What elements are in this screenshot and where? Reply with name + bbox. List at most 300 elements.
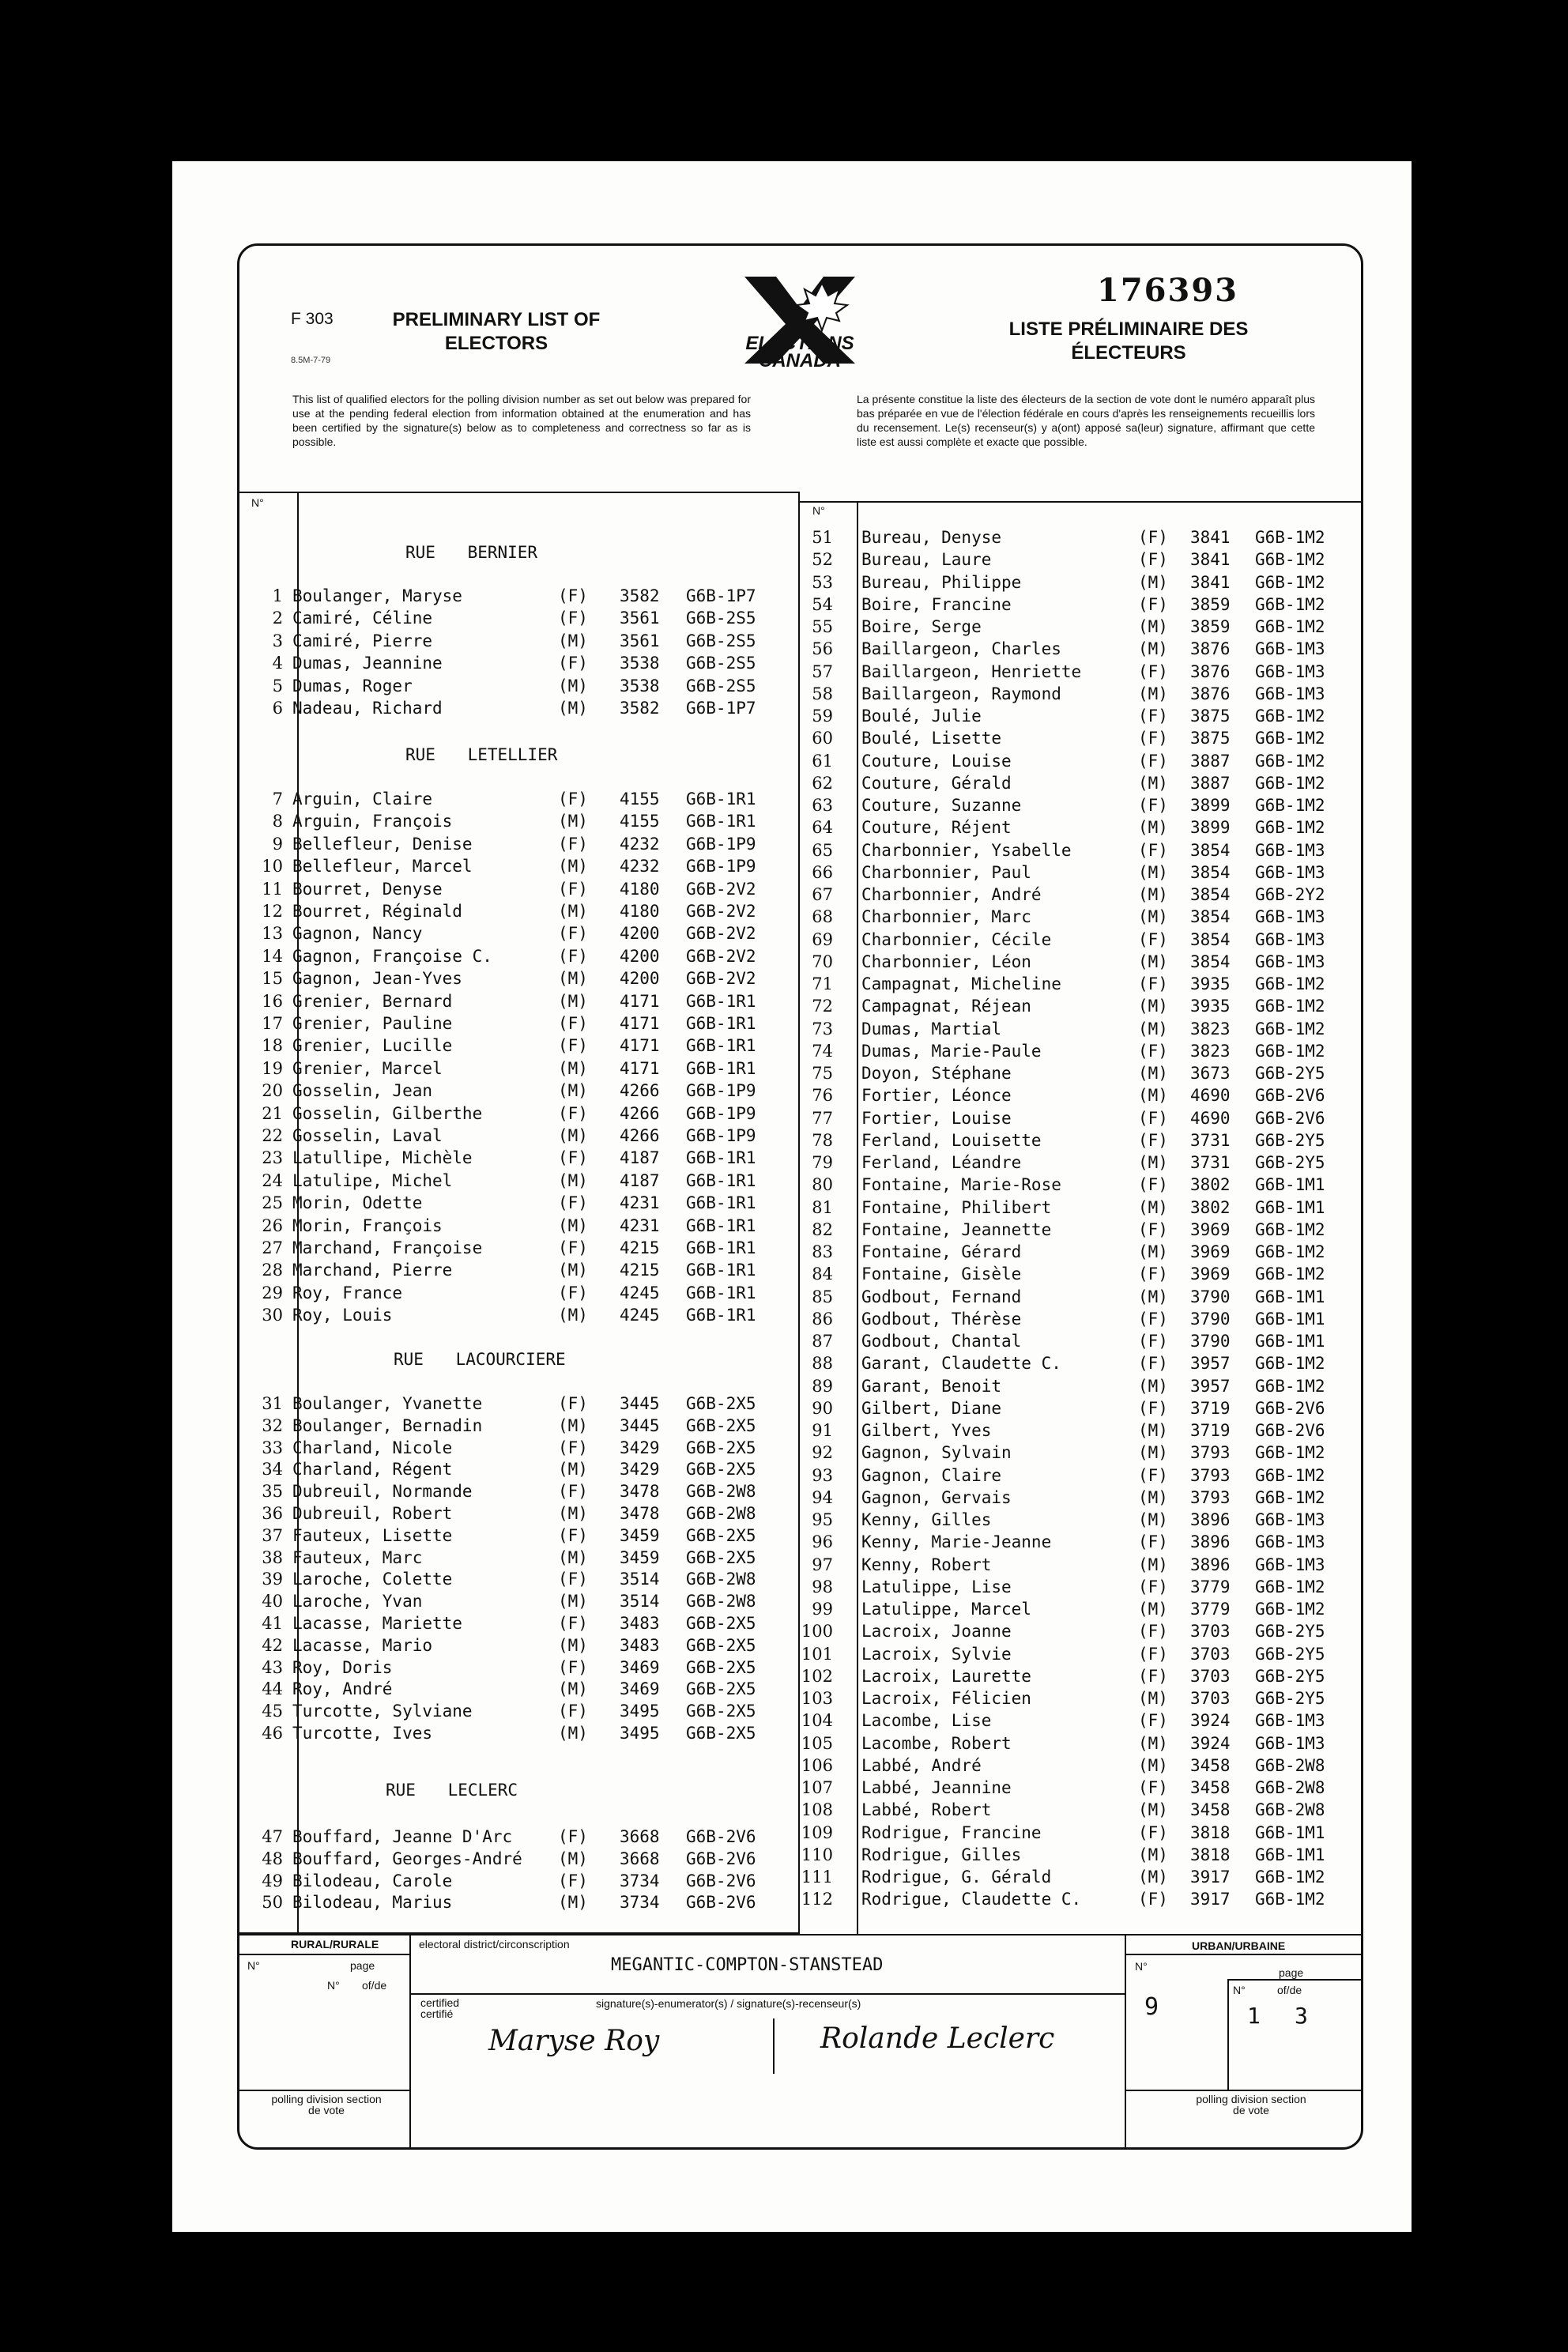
elector-number: 69 — [812, 929, 833, 949]
elector-row — [787, 1310, 1325, 1332]
elector-number: 12 — [262, 902, 283, 921]
elector-number: 49 — [262, 1871, 283, 1890]
elector-row — [237, 1416, 775, 1438]
elector-sex: (F) — [558, 1614, 588, 1633]
elector-name: Dubreuil, Normande — [292, 1482, 473, 1502]
elector-sex: (M) — [1138, 907, 1168, 927]
rural-no-label: N° — [247, 1959, 260, 1972]
street-heading-letellier: RUE LETELLIER — [405, 745, 558, 764]
elector-name: Gagnon, Françoise C. — [292, 946, 492, 966]
elector-civic-number: 3969 — [1190, 1265, 1231, 1284]
elector-name: Gagnon, Claire — [861, 1465, 1002, 1485]
elector-number: 13 — [262, 924, 283, 944]
elector-postal-code: G6B-1P9 — [686, 1126, 756, 1145]
elector-name: Gagnon, Nancy — [292, 924, 423, 944]
elector-sex: (F) — [558, 1570, 588, 1589]
elector-number: 26 — [262, 1216, 283, 1235]
elector-name: Kenny, Robert — [861, 1555, 992, 1574]
elector-postal-code: G6B-2X5 — [686, 1438, 756, 1457]
elector-name: Dumas, Martial — [861, 1019, 1002, 1038]
elector-postal-code: G6B-2X5 — [686, 1635, 756, 1655]
elector-sex: (F) — [1138, 929, 1168, 949]
elector-sex: (M) — [1138, 1600, 1168, 1619]
elector-number: 58 — [812, 684, 833, 703]
elector-number: 24 — [262, 1170, 283, 1190]
elector-name: Rodrigue, Claudette C. — [861, 1890, 1082, 1909]
elector-number: 101 — [801, 1644, 833, 1664]
elector-row — [787, 1845, 1325, 1868]
elector-row — [787, 1198, 1325, 1220]
elector-civic-number: 3719 — [1190, 1421, 1231, 1440]
elector-name: Lacasse, Mario — [292, 1635, 433, 1655]
elector-postal-code: G6B-2W8 — [686, 1482, 756, 1502]
elector-row — [787, 1042, 1325, 1064]
elector-postal-code: G6B-2X5 — [686, 1702, 756, 1721]
elector-sex: (M) — [1138, 1287, 1168, 1306]
elector-postal-code: G6B-1R1 — [686, 1306, 756, 1325]
elector-name: Gosselin, Jean — [292, 1081, 433, 1101]
elector-number: 29 — [262, 1283, 283, 1302]
elector-number: 94 — [812, 1487, 833, 1507]
elector-postal-code: G6B-2V6 — [1255, 1398, 1325, 1418]
elector-sex: (M) — [1138, 1376, 1168, 1396]
elector-name: Fontaine, Philibert — [861, 1197, 1052, 1217]
elector-row — [237, 1827, 775, 1849]
elector-number: 57 — [812, 662, 833, 681]
elector-postal-code: G6B-1M2 — [1255, 1465, 1325, 1485]
elector-sex: (M) — [1138, 1845, 1168, 1864]
elector-civic-number: 3734 — [620, 1893, 660, 1913]
elector-civic-number: 3854 — [1190, 907, 1231, 927]
elector-postal-code: G6B-1M3 — [1255, 952, 1325, 971]
elector-postal-code: G6B-2Y5 — [1255, 1153, 1325, 1172]
elector-civic-number: 4266 — [620, 1103, 660, 1123]
elector-civic-number: 3969 — [1190, 1219, 1231, 1239]
elector-civic-number: 3823 — [1190, 1019, 1231, 1038]
elector-name: Rodrigue, G. Gérald — [861, 1868, 1052, 1886]
elector-sex: (F) — [558, 1103, 588, 1123]
elector-civic-number: 3668 — [620, 1827, 660, 1846]
elector-sex: (F) — [1138, 1130, 1168, 1150]
elector-postal-code: G6B-2S5 — [686, 676, 756, 695]
elector-name: Roy, France — [292, 1283, 403, 1302]
elector-number: 22 — [262, 1126, 283, 1145]
elector-sex: (F) — [558, 1657, 588, 1677]
elector-civic-number: 4155 — [620, 812, 660, 831]
elector-name: Grenier, Bernard — [292, 991, 453, 1011]
elector-number: 8 — [272, 812, 283, 831]
elector-postal-code: G6B-1M3 — [1255, 684, 1325, 703]
elector-number: 106 — [801, 1755, 833, 1775]
elector-number: 105 — [801, 1733, 833, 1753]
elector-civic-number: 3924 — [1190, 1711, 1231, 1731]
elector-postal-code: G6B-1M2 — [1255, 818, 1325, 838]
elector-postal-code: G6B-2W8 — [1255, 1778, 1325, 1797]
elector-postal-code: G6B-2Y2 — [1255, 885, 1325, 904]
elector-civic-number: 4187 — [620, 1170, 660, 1190]
elector-row — [237, 1482, 775, 1504]
elector-name: Camiré, Céline — [292, 609, 433, 628]
elector-civic-number: 3818 — [1190, 1845, 1231, 1864]
elector-postal-code: G6B-1R1 — [686, 1148, 756, 1168]
elector-civic-number: 3703 — [1190, 1666, 1231, 1686]
elector-postal-code: G6B-1M2 — [1255, 572, 1325, 592]
elector-name: Arguin, Claire — [292, 790, 433, 808]
elector-sex: (F) — [1138, 751, 1168, 771]
elector-sex: (M) — [558, 1415, 588, 1435]
footer-rule — [237, 1954, 409, 1955]
elector-row — [237, 835, 775, 857]
elector-civic-number: 4171 — [620, 991, 660, 1011]
elector-name: Bilodeau, Carole — [292, 1871, 453, 1890]
elector-civic-number: 3459 — [620, 1547, 660, 1567]
elector-civic-number: 4155 — [620, 790, 660, 808]
elector-sex: (F) — [1138, 1822, 1168, 1842]
elector-number: 65 — [812, 840, 833, 860]
elector-civic-number: 3703 — [1190, 1644, 1231, 1664]
elector-row — [787, 639, 1325, 662]
elector-row — [787, 1555, 1325, 1577]
elector-name: Laroche, Yvan — [292, 1592, 423, 1611]
elector-number: 66 — [812, 862, 833, 882]
elector-name: Kenny, Marie-Jeanne — [861, 1532, 1052, 1552]
elector-row — [787, 1399, 1325, 1421]
elector-row — [787, 1086, 1325, 1108]
elector-civic-number: 3459 — [620, 1525, 660, 1545]
elector-civic-number: 3854 — [1190, 952, 1231, 971]
elector-civic-number: 3854 — [1190, 840, 1231, 860]
elector-sex: (F) — [558, 1238, 588, 1257]
elector-number: 99 — [812, 1600, 833, 1619]
elector-number: 42 — [262, 1635, 283, 1655]
elector-postal-code: G6B-1M2 — [1255, 528, 1325, 547]
elector-sex: (F) — [1138, 1108, 1168, 1128]
elector-postal-code: G6B-1M2 — [1255, 1868, 1325, 1886]
elector-civic-number: 3875 — [1190, 707, 1231, 726]
elector-postal-code: G6B-2V6 — [686, 1893, 756, 1913]
elector-civic-number: 3924 — [1190, 1733, 1231, 1753]
elector-civic-number: 3514 — [620, 1592, 660, 1611]
elector-row — [237, 1238, 775, 1261]
elector-name: Gagnon, Sylvain — [861, 1443, 1012, 1463]
elector-civic-number: 3458 — [1190, 1755, 1231, 1775]
elector-sex: (M) — [1138, 572, 1168, 592]
elector-sex: (F) — [1138, 1778, 1168, 1797]
elector-number: 50 — [262, 1893, 283, 1913]
elector-row — [237, 902, 775, 924]
elector-name: Charbonnier, Ysabelle — [861, 840, 1072, 860]
elector-number: 90 — [812, 1398, 833, 1418]
elector-number: 9 — [272, 834, 283, 854]
elector-postal-code: G6B-2X5 — [686, 1547, 756, 1567]
elector-sex: (F) — [1138, 1309, 1168, 1329]
elector-postal-code: G6B-1M3 — [1255, 1733, 1325, 1753]
elector-civic-number: 3876 — [1190, 684, 1231, 703]
serial-number: 176393 — [1097, 272, 1238, 309]
elector-sex: (M) — [558, 1893, 588, 1913]
elector-number: 5 — [272, 676, 283, 695]
elector-name: Gilbert, Diane — [861, 1398, 1002, 1418]
elector-number: 74 — [812, 1041, 833, 1061]
elector-name: Rodrigue, Francine — [861, 1822, 1042, 1842]
elector-name: Couture, Réjent — [861, 818, 1012, 838]
elector-civic-number: 3793 — [1190, 1443, 1231, 1463]
urban-polling-number: 9 — [1144, 1993, 1159, 2021]
elector-civic-number: 3469 — [620, 1679, 660, 1699]
elector-civic-number: 3478 — [620, 1482, 660, 1502]
page-total: 3 — [1295, 2003, 1308, 2029]
elector-civic-number: 3887 — [1190, 751, 1231, 771]
elector-postal-code: G6B-1M2 — [1255, 1041, 1325, 1061]
elector-sex: (M) — [558, 1216, 588, 1235]
elector-number: 32 — [262, 1415, 283, 1435]
elector-sex: (M) — [558, 991, 588, 1011]
elector-number: 34 — [262, 1460, 283, 1479]
elector-name: Fontaine, Gérard — [861, 1242, 1022, 1261]
elector-sex: (F) — [1138, 550, 1168, 570]
elector-number: 41 — [262, 1614, 283, 1633]
elector-number: 95 — [812, 1510, 833, 1529]
elector-civic-number: 3458 — [1190, 1778, 1231, 1797]
elector-civic-number: 3731 — [1190, 1153, 1231, 1172]
elector-sex: (M) — [558, 1058, 588, 1078]
elector-postal-code: G6B-1P7 — [686, 699, 756, 718]
elector-row — [787, 1532, 1325, 1555]
elector-sex: (M) — [1138, 1487, 1168, 1507]
elector-row — [237, 857, 775, 879]
elector-row — [787, 1868, 1325, 1890]
elector-sex: (F) — [1138, 1175, 1168, 1195]
elector-sex: (F) — [1138, 707, 1168, 726]
elector-sex: (F) — [558, 790, 588, 808]
elector-sex: (M) — [1138, 862, 1168, 882]
certified-label: certified certifié — [420, 1996, 460, 2020]
elector-name: Campagnat, Réjean — [861, 997, 1031, 1016]
elector-sex: (M) — [1138, 1421, 1168, 1440]
elector-row — [787, 1890, 1325, 1912]
elector-civic-number: 3538 — [620, 654, 660, 673]
elector-row — [787, 997, 1325, 1019]
elector-number: 37 — [262, 1525, 283, 1545]
elector-row — [237, 1460, 775, 1482]
elector-name: Latulippe, Lise — [861, 1577, 1012, 1596]
elector-sex: (F) — [558, 1148, 588, 1168]
elector-row — [237, 1526, 775, 1548]
elector-name: Turcotte, Sylviane — [292, 1702, 473, 1721]
elector-civic-number: 4200 — [620, 969, 660, 989]
elector-number: 73 — [812, 1019, 833, 1038]
footer-rule — [1227, 1979, 1229, 2090]
elector-name: Morin, François — [292, 1216, 443, 1235]
elector-civic-number: 3818 — [1190, 1822, 1231, 1842]
elector-postal-code: G6B-1M2 — [1255, 617, 1325, 636]
elector-postal-code: G6B-2X5 — [686, 1394, 756, 1413]
elector-number: 88 — [812, 1354, 833, 1374]
elector-civic-number: 3429 — [620, 1438, 660, 1457]
elector-name: Fortier, Louise — [861, 1108, 1012, 1128]
elector-row — [237, 812, 775, 834]
elector-row — [237, 1171, 775, 1193]
elector-sex: (M) — [1138, 1689, 1168, 1708]
elector-civic-number: 3841 — [1190, 572, 1231, 592]
elector-civic-number: 3445 — [620, 1394, 660, 1413]
logo-text: ELECTIONS CANADA — [745, 333, 854, 371]
elector-postal-code: G6B-2Y5 — [1255, 1689, 1325, 1708]
elector-civic-number: 4266 — [620, 1081, 660, 1101]
elector-postal-code: G6B-1R1 — [686, 1283, 756, 1302]
elector-number: 31 — [262, 1394, 283, 1413]
elector-civic-number: 4245 — [620, 1306, 660, 1325]
elector-civic-number: 3876 — [1190, 639, 1231, 659]
elector-postal-code: G6B-1R1 — [686, 812, 756, 831]
elector-row — [787, 1645, 1325, 1667]
elector-sex: (F) — [1138, 729, 1168, 748]
elector-postal-code: G6B-1M1 — [1255, 1332, 1325, 1351]
elector-name: Dumas, Jeannine — [292, 654, 443, 673]
elector-number: 96 — [812, 1532, 833, 1552]
elector-postal-code: G6B-1P9 — [686, 1081, 756, 1101]
elector-sex: (M) — [1138, 885, 1168, 904]
elector-name: Grenier, Lucille — [292, 1036, 453, 1056]
elector-name: Gosselin, Laval — [292, 1126, 443, 1145]
elector-name: Labbé, Jeannine — [861, 1778, 1012, 1797]
elector-number: 109 — [801, 1822, 833, 1842]
elector-postal-code: G6B-1M2 — [1255, 1242, 1325, 1261]
elector-name: Roy, Doris — [292, 1657, 393, 1677]
elector-number: 20 — [262, 1081, 283, 1101]
elector-sex: (M) — [558, 812, 588, 831]
left-no-header: N° — [251, 496, 264, 509]
elector-name: Campagnat, Micheline — [861, 974, 1061, 993]
elector-row — [237, 1193, 775, 1216]
elector-civic-number: 4187 — [620, 1148, 660, 1168]
elector-civic-number: 3582 — [620, 699, 660, 718]
elector-civic-number: 4690 — [1190, 1086, 1231, 1106]
elector-name: Godbout, Thérèse — [861, 1309, 1022, 1329]
elector-civic-number: 3841 — [1190, 550, 1231, 570]
urban-of-label: of/de — [1277, 1984, 1302, 1996]
electors-list-sheet — [172, 161, 1412, 2232]
elector-postal-code: G6B-1M3 — [1255, 1532, 1325, 1552]
elector-name: Couture, Gérald — [861, 773, 1012, 793]
elector-sex: (M) — [1138, 1443, 1168, 1463]
elector-sex: (F) — [1138, 1332, 1168, 1351]
elector-number: 51 — [812, 528, 833, 547]
elector-sex: (M) — [1138, 1733, 1168, 1753]
elector-name: Lacroix, Félicien — [861, 1689, 1031, 1708]
elector-name: Dumas, Roger — [292, 676, 413, 695]
elector-civic-number: 3703 — [1190, 1622, 1231, 1642]
elector-row — [787, 1689, 1325, 1711]
elector-number: 14 — [262, 946, 283, 966]
rural-label: RURAL/RURALE — [291, 1938, 379, 1951]
elector-sex: (M) — [1138, 1019, 1168, 1038]
elector-postal-code: G6B-2X5 — [686, 1679, 756, 1699]
elector-row — [237, 969, 775, 991]
elector-sex: (M) — [1138, 818, 1168, 838]
elector-sex: (M) — [558, 1261, 588, 1280]
footer-rule — [237, 2090, 409, 2091]
elector-name: Bouffard, Jeanne D'Arc — [292, 1827, 513, 1846]
elector-number: 102 — [801, 1666, 833, 1686]
elector-row — [237, 1104, 775, 1126]
elector-civic-number: 3969 — [1190, 1242, 1231, 1261]
elector-sex: (M) — [1138, 1868, 1168, 1886]
urban-page-no-label: N° — [1233, 1984, 1246, 1996]
elector-name: Fortier, Léonce — [861, 1086, 1012, 1106]
elector-name: Fontaine, Marie-Rose — [861, 1175, 1061, 1195]
elector-postal-code: G6B-1R1 — [686, 1014, 756, 1033]
elector-number: 110 — [801, 1845, 833, 1864]
elector-civic-number: 4171 — [620, 1036, 660, 1056]
elector-sex: (F) — [1138, 1041, 1168, 1061]
elector-number: 85 — [812, 1287, 833, 1306]
elector-civic-number: 4215 — [620, 1238, 660, 1257]
elector-postal-code: G6B-2X5 — [686, 1525, 756, 1545]
elector-sex: (F) — [1138, 1577, 1168, 1596]
elector-postal-code: G6B-2V6 — [686, 1827, 756, 1846]
elector-postal-code: G6B-1M2 — [1255, 773, 1325, 793]
elector-row — [787, 1131, 1325, 1153]
elector-name: Charbonnier, Léon — [861, 952, 1031, 971]
urban-page-label: page — [1279, 1966, 1304, 1979]
elector-postal-code: G6B-1M3 — [1255, 907, 1325, 927]
elector-row — [787, 1332, 1325, 1354]
elector-civic-number: 3854 — [1190, 862, 1231, 882]
elector-postal-code: G6B-1M2 — [1255, 707, 1325, 726]
elector-name: Charland, Nicole — [292, 1438, 453, 1457]
elector-civic-number: 3896 — [1190, 1510, 1231, 1529]
elector-sex: (F) — [558, 586, 588, 605]
elector-sex: (M) — [558, 1081, 588, 1101]
elector-row — [237, 947, 775, 969]
elector-name: Latulippe, Marcel — [861, 1600, 1031, 1619]
elector-row — [787, 863, 1325, 885]
elector-civic-number: 3790 — [1190, 1332, 1231, 1351]
elector-number: 59 — [812, 707, 833, 726]
elector-postal-code: G6B-2V6 — [1255, 1421, 1325, 1440]
elector-name: Boulé, Lisette — [861, 729, 1002, 748]
elector-name: Ferland, Louisette — [861, 1130, 1042, 1150]
elector-name: Grenier, Pauline — [292, 1014, 453, 1033]
urban-no-label: N° — [1135, 1960, 1148, 1973]
elector-name: Bureau, Laure — [861, 550, 992, 570]
elector-sex: (F) — [558, 1283, 588, 1302]
signature-divider — [773, 2018, 775, 2074]
elector-number: 83 — [812, 1242, 833, 1261]
elector-name: Fontaine, Jeannette — [861, 1219, 1052, 1239]
elector-civic-number: 4232 — [620, 857, 660, 876]
elector-sex: (F) — [1138, 1666, 1168, 1686]
elector-number: 46 — [262, 1724, 283, 1743]
elector-postal-code: G6B-1R1 — [686, 1058, 756, 1078]
elector-name: Baillargeon, Charles — [861, 639, 1061, 659]
elector-postal-code: G6B-1M3 — [1255, 862, 1325, 882]
elector-name: Charbonnier, Paul — [861, 862, 1031, 882]
elector-number: 86 — [812, 1309, 833, 1329]
elector-sex: (F) — [558, 1438, 588, 1457]
elector-number: 44 — [262, 1679, 283, 1699]
elector-number: 7 — [272, 790, 283, 808]
elector-row — [787, 1287, 1325, 1310]
elector-postal-code: G6B-1M1 — [1255, 1175, 1325, 1195]
elector-sex: (F) — [1138, 1644, 1168, 1664]
elector-row — [237, 1636, 775, 1658]
elector-postal-code: G6B-1P7 — [686, 586, 756, 605]
elector-row — [787, 774, 1325, 796]
elector-number: 104 — [801, 1711, 833, 1731]
elector-row — [787, 1510, 1325, 1532]
